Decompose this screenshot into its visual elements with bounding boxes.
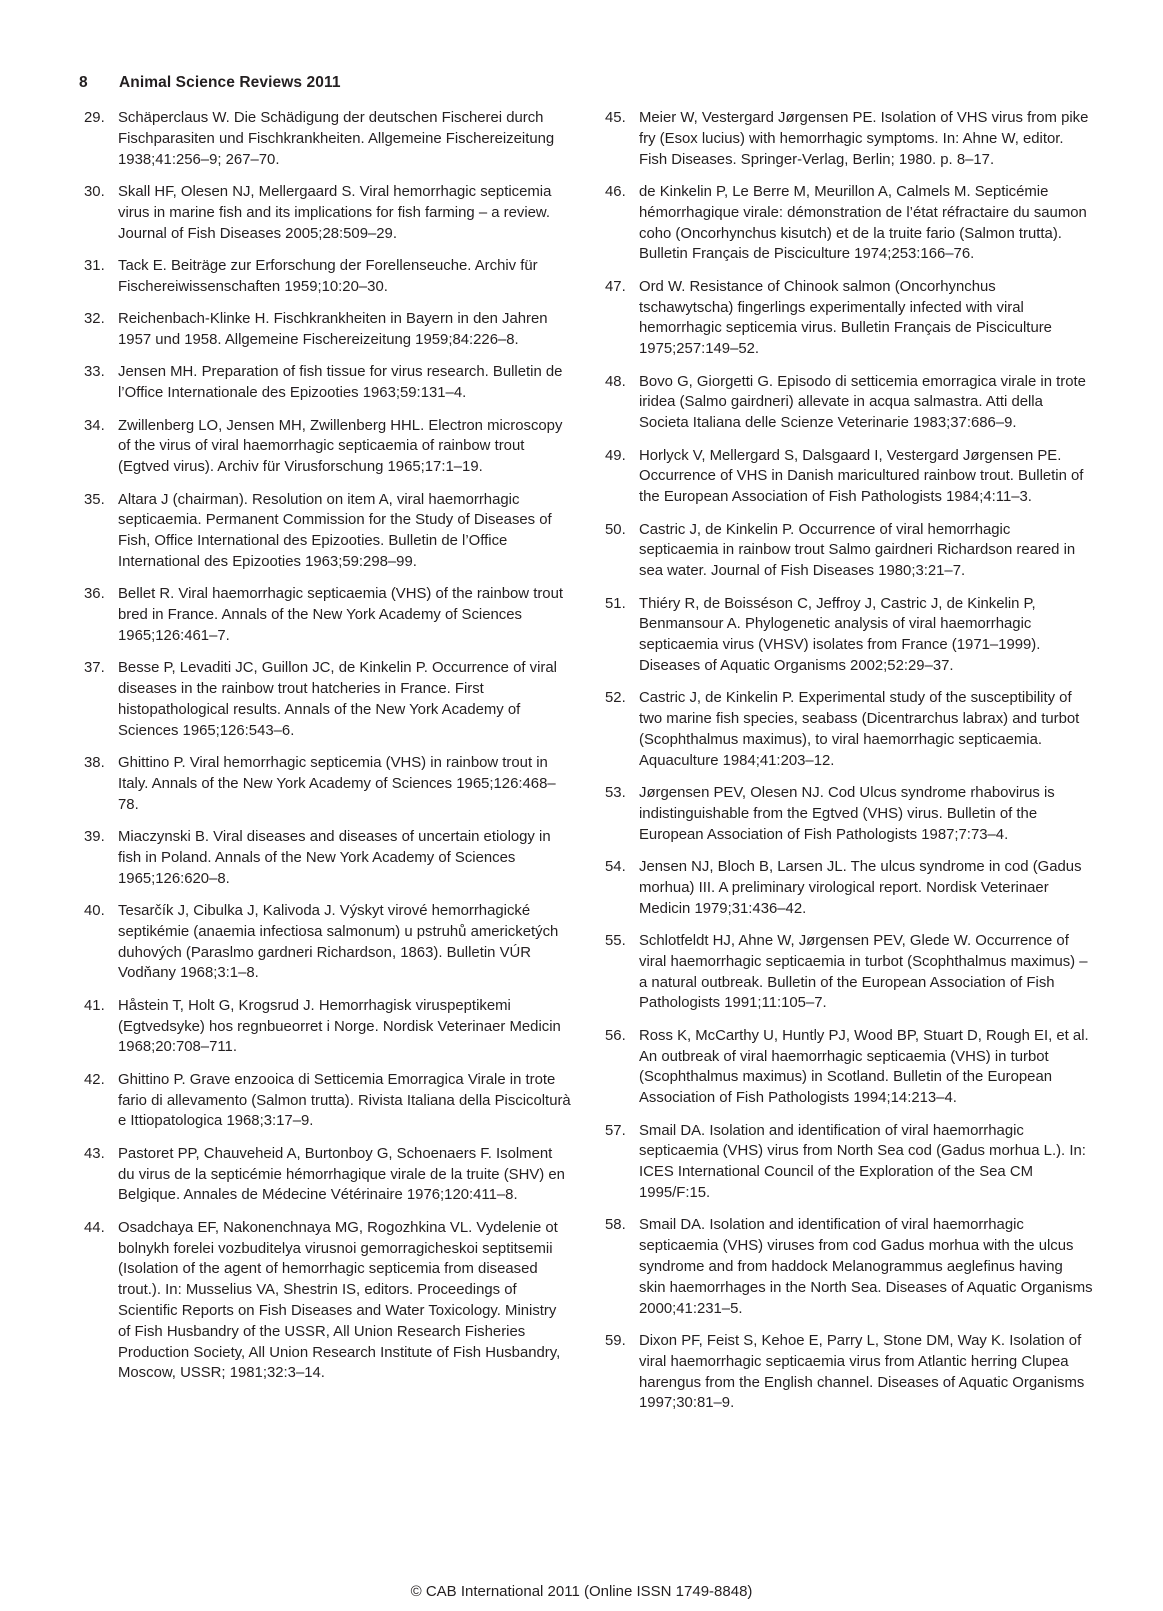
reference-number: 57.	[605, 1122, 626, 1139]
reference-text: Schäperclaus W. Die Schädigung der deutschen Fischerei durch Fischparasiten und Fischkrankheiten. Allgemeine Fischereizeitung 1938;41:256–9; 267–70.	[118, 110, 555, 168]
reference-number: 55.	[605, 933, 626, 950]
reference-number: 40.	[84, 903, 105, 920]
reference-number: 41.	[84, 997, 105, 1014]
copyright-footer: © CAB International 2011 (Online ISSN 1749-8848)	[410, 1583, 753, 1600]
reference-text: Ross K, McCarthy U, Huntly PJ, Wood BP, Stuart D, Rough EI, et al. An outbreak of viral haemorrhagic septicaemia (VHS) in turbot (Scophthalmus maximus) in Scotland. Bulletin of the European Association of Fish Pathologists 1994;14:213–4.	[639, 1027, 1089, 1107]
reference-text: Dixon PF, Feist S, Kehoe E, Parry L, Stone DM, Way K. Isolation of viral haemorrhagic septicaemia virus from Atlantic herring Clupea harengus from the English channel. Diseases of Aquatic Organisms 1997;30:81–9.	[639, 1332, 1085, 1412]
reference-number: 42.	[84, 1071, 105, 1088]
reference-entry	[84, 309, 572, 351]
reference-number: 29.	[84, 110, 105, 126]
reference-text: Zwillenberg LO, Jensen MH, Zwillenberg HHL. Electron microscopy of the virus of viral haemorrhagic septicaemia of rainbow trout (Egtved virus). Archiv für Virusforschung 1965;17:1–19.	[118, 417, 563, 476]
journal-title: Animal Science Reviews 2011	[119, 74, 341, 91]
page-number: 8	[79, 74, 88, 91]
reference-entry	[605, 1331, 1093, 1414]
reference-number: 59.	[605, 1332, 626, 1349]
reference-number: 31.	[84, 257, 105, 274]
reference-entry	[605, 372, 1093, 434]
reference-entry	[605, 277, 1093, 360]
reference-text: Smail DA. Isolation and identification of viral haemorrhagic septicaemia (VHS) virus from North Sea cod (Gadus morhua L.). In: ICES International Council of the Exploration of the Sea CM 1995/F:15.	[639, 1122, 1086, 1201]
reference-text: Meier W, Vestergard Jørgensen PE. Isolation of VHS virus from pike fry (Esox lucius) with hemorrhagic symptoms. In: Ahne W, editor. Fish Diseases. Springer-Verlag, Berlin; 1980. p. 8–17.	[639, 110, 1089, 168]
reference-entry	[84, 584, 572, 646]
reference-text: Tesarčík J, Cibulka J, Kalivoda J. Výskyt virové hemorrhagické septikémie (anaemia infectiosa salmonum) u pstruhů americketých duhových (Paraslmo gardneri Richardson, 1863). Bulletin VÚR Vodňany 1968;3:1–8.	[118, 903, 559, 982]
reference-text: Schlotfeldt HJ, Ahne W, Jørgensen PEV, Glede W. Occurrence of viral haemorrhagic septicaemia in turbot (Scophthalmus maximus) – a natural outbreak. Bulletin of the European Association of Fish Pathologists 1991;11:105–7.	[639, 933, 1088, 1012]
reference-text: Thiéry R, de Boisséson C, Jeffroy J, Castric J, de Kinkelin P, Benmansour A. Phylogenetic analysis of viral haemorrhagic septicaemia virus (VHSV) isolates from France (1971–1999). Diseases of Aquatic Organisms 2002;52:29–37.	[639, 595, 1041, 674]
reference-entry	[84, 753, 572, 815]
reference-text: Smail DA. Isolation and identification of viral haemorrhagic septicaemia (VHS) viruses from cod Gadus morhua with the ulcus syndrome and from haddock Melanogrammus aeglefinus having skin haemorrhages in the North Sea. Diseases of Aquatic Organisms 2000;41:231–5.	[639, 1217, 1093, 1317]
reference-number: 48.	[605, 373, 626, 390]
reference-entry	[84, 182, 572, 244]
reference-entry	[605, 520, 1093, 582]
reference-entry	[84, 362, 572, 404]
reference-number: 53.	[605, 785, 626, 802]
reference-number: 45.	[605, 110, 626, 126]
reference-text: Ghittino P. Viral hemorrhagic septicemia (VHS) in rainbow trout in Italy. Annals of the New York Academy of Sciences 1965;126:468–78.	[118, 755, 556, 813]
reference-entry	[605, 1215, 1093, 1319]
reference-entry	[84, 416, 572, 478]
references-left-column	[84, 108, 572, 1396]
reference-number: 32.	[84, 311, 105, 328]
reference-text: Castric J, de Kinkelin P. Occurrence of viral hemorrhagic septicaemia in rainbow trout Salmo gairdneri Richardson reared in sea water. Journal of Fish Diseases 1980;3:21–7.	[639, 521, 1076, 580]
reference-text: Håstein T, Holt G, Krogsrud J. Hemorrhagisk viruspeptikemi (Egtvedsyke) hos regnbueorret i Norge. Nordisk Veterinaer Medicin 1968;20:708–711.	[118, 997, 561, 1056]
reference-text: Skall HF, Olesen NJ, Mellergaard S. Viral hemorrhagic septicemia virus in marine fish and its implications for fish farming – a review. Journal of Fish Diseases 2005;28:509–29.	[118, 183, 552, 242]
reference-number: 51.	[605, 595, 626, 612]
reference-text: Besse P, Levaditi JC, Guillon JC, de Kinkelin P. Occurrence of viral diseases in the rainbow trout hatcheries in France. First histopathological results. Annals of the New York Academy of Sciences 1965;126:543–6.	[118, 660, 557, 739]
reference-number: 34.	[84, 417, 105, 434]
reference-entry	[605, 1026, 1093, 1109]
reference-text: Bellet R. Viral haemorrhagic septicaemia (VHS) of the rainbow trout bred in France. Annals of the New York Academy of Sciences 1965;126:461–7.	[118, 586, 563, 644]
reference-text: Bovo G, Giorgetti G. Episodo di setticemia emorragica virale in trote iridea (Salmo gairdneri) allevate in acqua salmastra. Atti della Societa Italiana delle Scienze Veterinarie 1983;37:686–9.	[639, 373, 1086, 432]
reference-text: Pastoret PP, Chauveheid A, Burtonboy G, Schoenaers F. Isolment du virus de la septicémie hémorrhagique virale de la truite (SHV) en Belgique. Annales de Médecine Vétérinaire 1976;120:411–8.	[118, 1145, 565, 1204]
reference-number: 35.	[84, 491, 105, 508]
reference-entry	[84, 1218, 572, 1384]
page-header	[79, 74, 341, 92]
reference-text: Castric J, de Kinkelin P. Experimental study of the susceptibility of two marine fish species, seabass (Dicentrarchus labrax) and turbot (Scophthalmus maximus), to viral haemorrhagic septicaemia. Aquaculture 1984;41:203–12.	[639, 690, 1080, 769]
reference-number: 38.	[84, 755, 105, 772]
reference-entry	[605, 783, 1093, 845]
reference-number: 46.	[605, 183, 626, 200]
reference-text: Jensen MH. Preparation of fish tissue for virus research. Bulletin de l’Office Internationale des Epizooties 1963;59:131–4.	[118, 364, 563, 402]
reference-text: Ghittino P. Grave enzooica di Setticemia Emorragica Virale in trote fario di allevamento (Salmon trutta). Rivista Italiana della Piscicolturà e Ittiopatologica 1968;3:17–9.	[118, 1071, 571, 1130]
reference-entry	[605, 1121, 1093, 1204]
reference-number: 50.	[605, 521, 626, 538]
reference-number: 36.	[84, 586, 105, 603]
reference-entry	[605, 688, 1093, 771]
reference-entry	[84, 996, 572, 1058]
reference-entry	[84, 1144, 572, 1206]
reference-entry	[605, 182, 1093, 265]
reference-text: de Kinkelin P, Le Berre M, Meurillon A, Calmels M. Septicémie hémorrhagique virale: démonstration de l’état réfractaire du saumon coho (Oncorhynchus kisutch) et de la truite fario (Salmon trutta). Bulletin Français de Pisciculture 1974;253:166–76.	[639, 183, 1087, 263]
reference-number: 56.	[605, 1027, 626, 1044]
reference-number: 30.	[84, 183, 105, 200]
reference-text: Tack E. Beiträge zur Erforschung der Forellenseuche. Archiv für Fischereiwissenschaften 1959;10:20–30.	[118, 257, 538, 295]
reference-text: Horlyck V, Mellergard S, Dalsgaard I, Vestergard Jørgensen PE. Occurrence of VHS in Danish maricultured rainbow trout. Bulletin of the European Association of Fish Pathologists 1984;4:11–3.	[639, 447, 1084, 506]
reference-text: Osadchaya EF, Nakonenchnaya MG, Rogozhkina VL. Vydelenie ot bolnykh forelei vozbuditelya virusnoi gemorragicheskoi septitsemii (Isolation of the agent of hemorrhagic septicemia from diseased trout.). In: Musselius VA, Shestrin IS, editors. Proceedings of Scientific Reports on Fish Diseases and Water Toxicology. Ministry of Fish Husbandry of the USSR, All Union Research Fisheries Production Society, All Union Research Institute of Fish Husbandry, Moscow, USSR; 1981;32:3–14.	[118, 1219, 561, 1382]
reference-entry	[605, 108, 1093, 170]
reference-entry	[605, 594, 1093, 677]
reference-number: 44.	[84, 1219, 105, 1236]
reference-entry	[605, 931, 1093, 1014]
reference-entry	[84, 108, 572, 170]
reference-number: 39.	[84, 829, 105, 846]
reference-number: 47.	[605, 278, 626, 295]
reference-text: Miaczynski B. Viral diseases and diseases of uncertain etiology in fish in Poland. Annals of the New York Academy of Sciences 1965;126:620–8.	[118, 829, 551, 887]
reference-text: Altara J (chairman). Resolution on item A, viral haemorrhagic septicaemia. Permanent Commission for the Study of Diseases of Fish, Office International des Epizooties. Bulletin de l’Office International des Epizooties 1963;59:298–99.	[118, 491, 552, 570]
reference-entry	[84, 901, 572, 984]
reference-text: Ord W. Resistance of Chinook salmon (Oncorhynchus tschawytscha) fingerlings experimentally infected with viral hemorrhagic septicemia virus. Bulletin Français de Pisciculture 1975;257:149–52.	[639, 278, 1052, 358]
reference-entry	[84, 658, 572, 741]
reference-entry	[84, 490, 572, 573]
reference-entry	[605, 446, 1093, 508]
reference-text: Reichenbach-Klinke H. Fischkrankheiten in Bayern in den Jahren 1957 und 1958. Allgemeine Fischereizeitung 1959;84:226–8.	[118, 311, 548, 348]
reference-entry	[605, 857, 1093, 919]
reference-number: 37.	[84, 660, 105, 677]
references-right-column	[605, 108, 1093, 1426]
reference-number: 43.	[84, 1145, 105, 1162]
reference-number: 54.	[605, 859, 626, 876]
reference-entry	[84, 1070, 572, 1132]
reference-number: 33.	[84, 364, 105, 381]
reference-number: 52.	[605, 690, 626, 707]
reference-entry	[84, 256, 572, 298]
reference-entry	[84, 827, 572, 889]
reference-text: Jensen NJ, Bloch B, Larsen JL. The ulcus syndrome in cod (Gadus morhua) III. A preliminary virological report. Nordisk Veterinaer Medicin 1979;31:436–42.	[639, 859, 1082, 917]
reference-number: 58.	[605, 1217, 626, 1234]
reference-text: Jørgensen PEV, Olesen NJ. Cod Ulcus syndrome rhabovirus is indistinguishable from the Egtved (VHS) virus. Bulletin of the European Association of Fish Pathologists 1987;7:73–4.	[639, 785, 1055, 843]
reference-number: 49.	[605, 447, 626, 464]
